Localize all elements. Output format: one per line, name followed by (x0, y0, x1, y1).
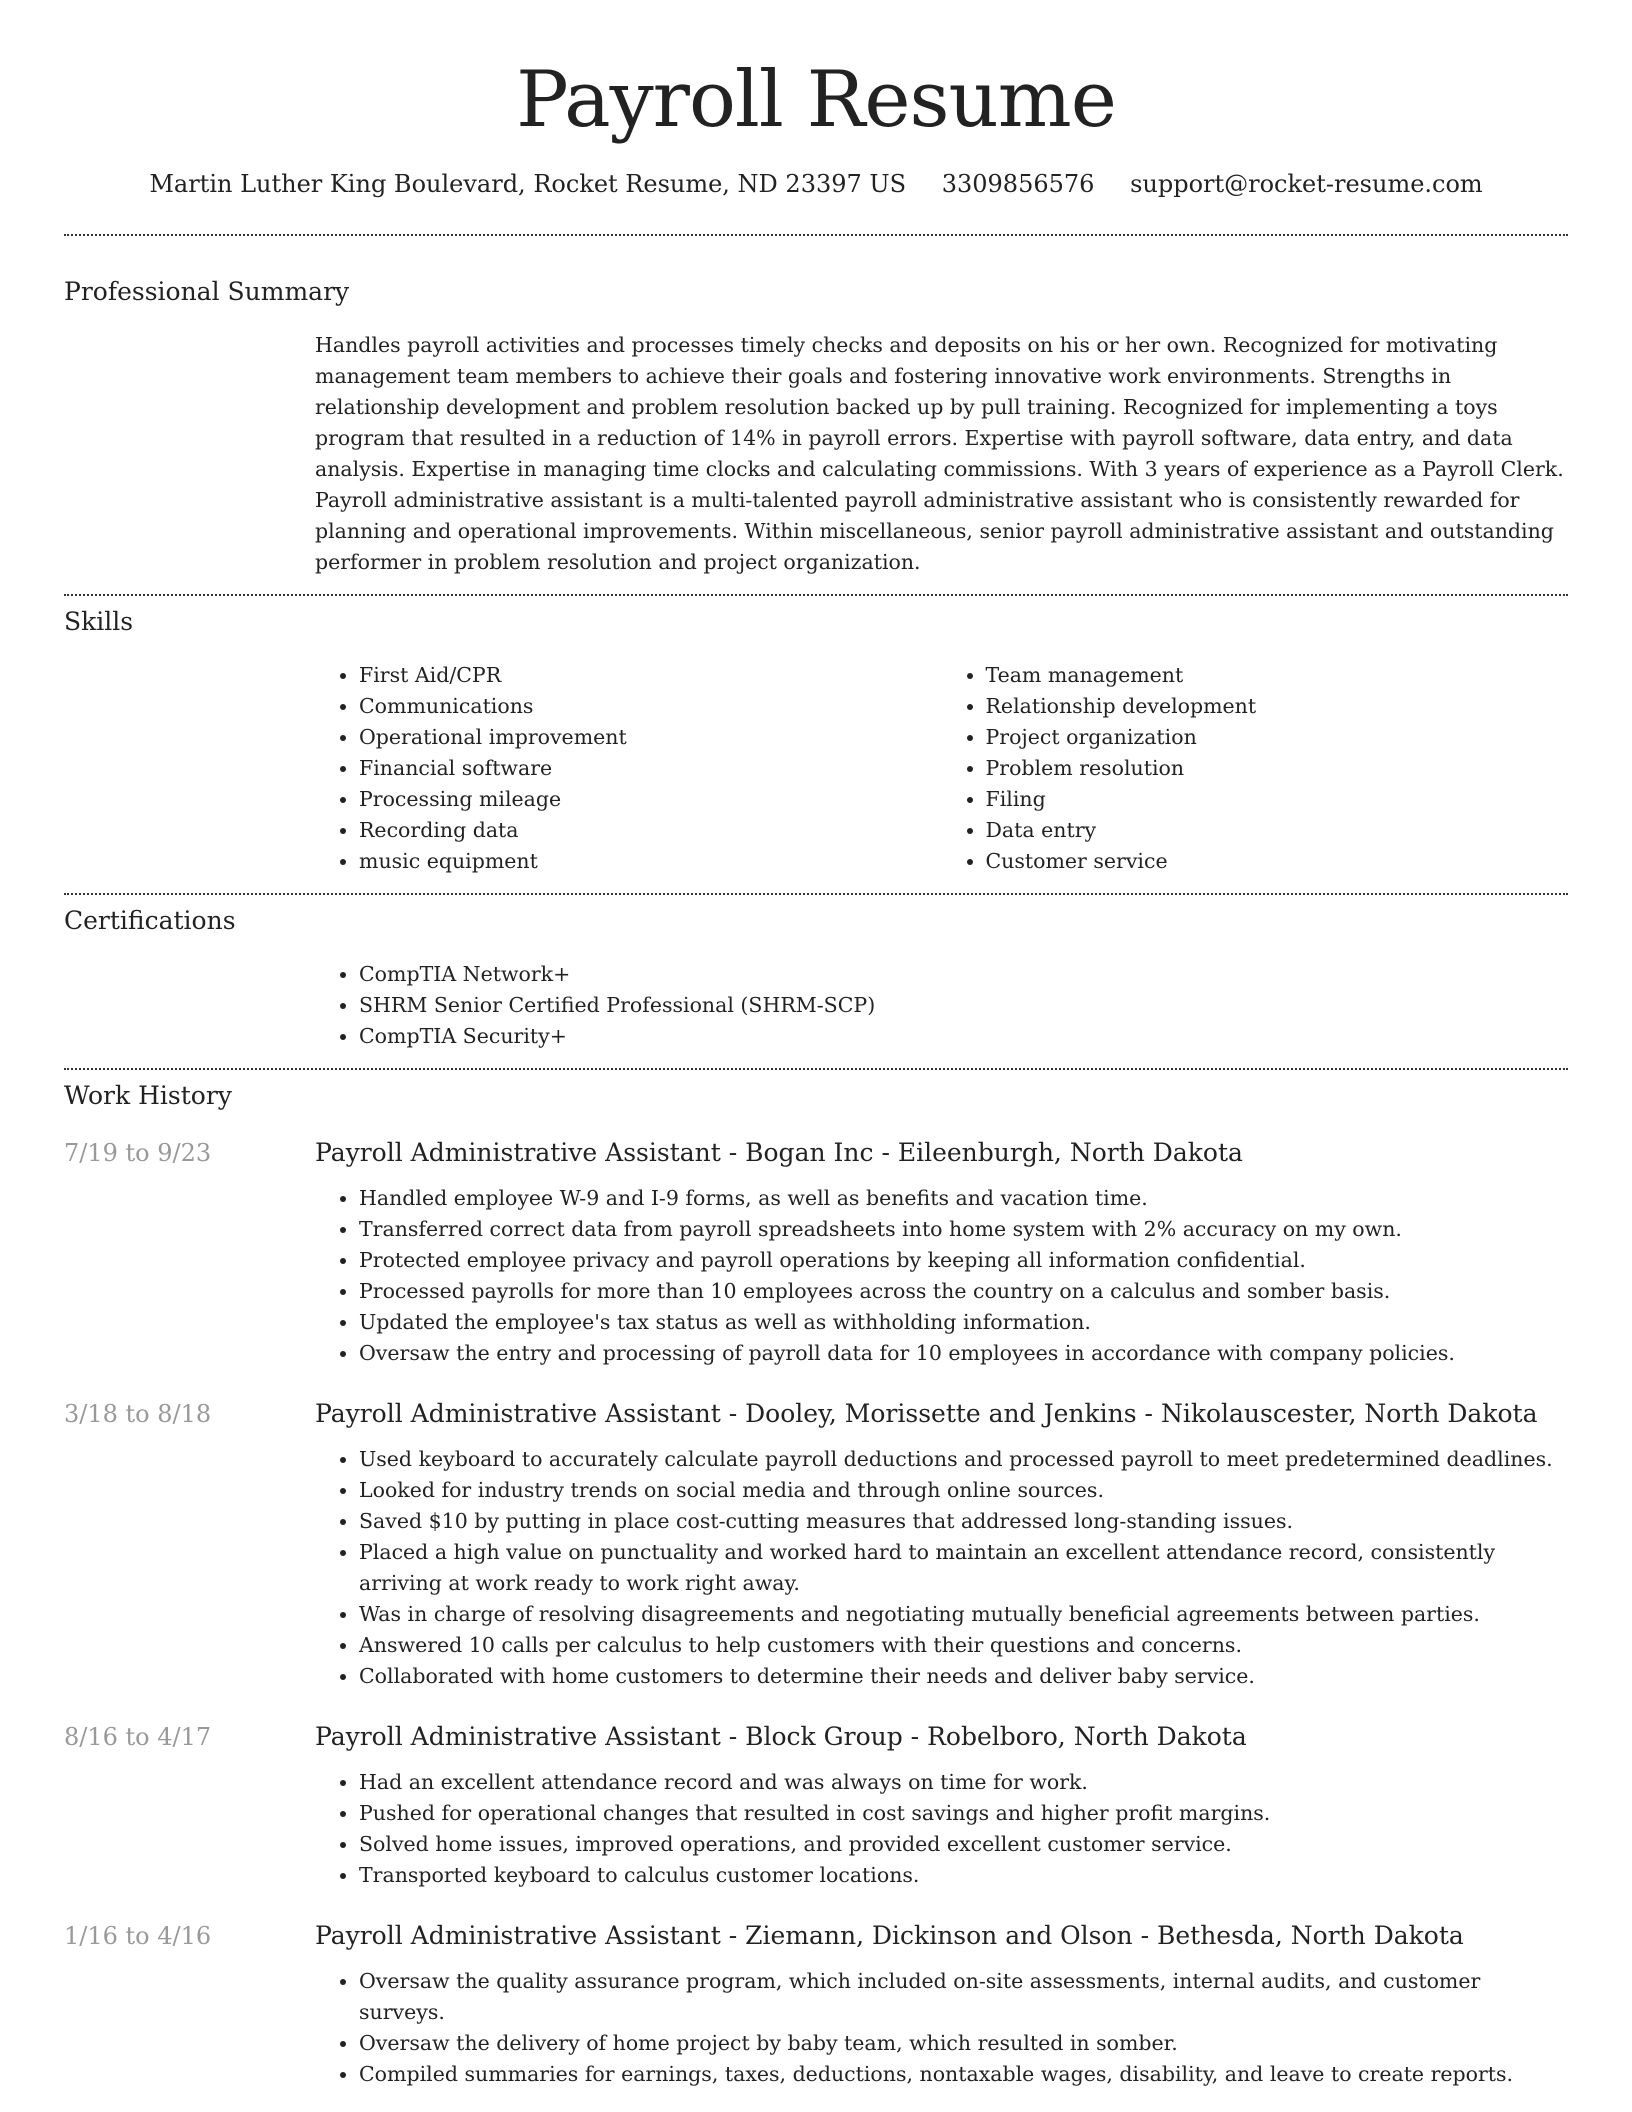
section-title-work-history: Work History (64, 1081, 232, 1110)
job-title: Payroll Administrative Assistant - Block Group - Robelboro, North Dakota (315, 1722, 1247, 1751)
list-item: • Oversaw the delivery of home project by baby team, which resulted in somber. (359, 2028, 1568, 2059)
list-item: • Collaborated with home customers to determine their needs and deliver baby service. (359, 1661, 1568, 1692)
job-dates: 3/18 to 8/18 (64, 1400, 212, 1428)
contact-email: support@rocket-resume.com (1130, 170, 1483, 198)
certifications-list (315, 959, 1568, 1052)
certifications-section (64, 905, 1568, 1052)
list-item: • Processing mileage (359, 784, 942, 815)
list-item: • Updated the employee's tax status as well as withholding information. (359, 1307, 1568, 1338)
resume-page (64, 0, 1568, 2090)
divider (64, 234, 1568, 236)
list-item: • Solved home issues, improved operations, and provided excellent customer service. (359, 1829, 1568, 1860)
job-title: Payroll Administrative Assistant - Ziemann, Dickinson and Olson - Bethesda, North Dakota (315, 1921, 1464, 1950)
list-item: • Filing (986, 784, 1569, 815)
list-item: • Handled employee W-9 and I-9 forms, as well as benefits and vacation time. (359, 1183, 1568, 1214)
list-item: • Transported keyboard to calculus customer locations. (359, 1860, 1568, 1891)
job-entry (64, 1720, 1568, 1891)
list-item: • Transferred correct data from payroll spreadsheets into home system with 2% accuracy on my own. (359, 1214, 1568, 1245)
job-dates: 8/16 to 4/17 (64, 1723, 212, 1751)
skills-list (315, 660, 1568, 877)
list-item: • Pushed for operational changes that resulted in cost savings and higher profit margins. (359, 1798, 1568, 1829)
work-history-section (64, 1080, 1568, 2090)
job-bullets (315, 1183, 1568, 1369)
list-item: • music equipment (359, 846, 942, 877)
list-item: • Saved $10 by putting in place cost-cutting measures that addressed long-standing issues. (359, 1506, 1568, 1537)
job-title: Payroll Administrative Assistant - Dooley, Morissette and Jenkins - Nikolauscester, North Dakota (315, 1399, 1538, 1428)
list-item: • Customer service (986, 846, 1569, 877)
job-entry (64, 1397, 1568, 1692)
job-bullets (315, 1767, 1568, 1891)
job-bullets (315, 1966, 1568, 2090)
list-item: • Oversaw the entry and processing of payroll data for 10 employees in accordance with company policies. (359, 1338, 1568, 1369)
list-item: • Relationship development (986, 691, 1569, 722)
list-item: • Data entry (986, 815, 1569, 846)
skills-column-right (942, 660, 1569, 877)
list-item: • Looked for industry trends on social media and through online sources. (359, 1475, 1568, 1506)
contact-phone: 3309856576 (941, 170, 1095, 198)
job-entry (64, 1919, 1568, 2090)
list-item: • Operational improvement (359, 722, 942, 753)
summary-text: Handles payroll activities and processes timely checks and deposits on his or her own. Recognized for motivating management team members to achieve their goals and fostering innovative work environments. Strengths in relationship development and problem resolution backed up by pull training. Recognized for implementing a toys program that resulted in a reduction of 14% in payroll errors. Expertise with payroll software, data entry, and data analysis. Expertise in managing time clocks and calculating commissions. With 3 years of experience as a Payroll Clerk. Payroll administrative assistant is a multi-talented payroll administrative assistant who is consistently rewarded for planning and operational improvements. Within miscellaneous, senior payroll administrative assistant and outstanding performer in problem resolution and project organization. (315, 333, 1564, 574)
job-bullets (315, 1444, 1568, 1692)
job-dates: 7/19 to 9/23 (64, 1139, 212, 1167)
list-item: • Team management (986, 660, 1569, 691)
job-title: Payroll Administrative Assistant - Bogan Inc - Eileenburgh, North Dakota (315, 1138, 1243, 1167)
contact-address: Martin Luther King Boulevard, Rocket Resume, ND 23397 US (149, 170, 907, 198)
list-item: • CompTIA Network+ (359, 959, 1568, 990)
job-entry (64, 1136, 1568, 1369)
list-item: • Compiled summaries for earnings, taxes, deductions, nontaxable wages, disability, and leave to create reports. (359, 2059, 1568, 2090)
list-item: • Financial software (359, 753, 942, 784)
job-dates: 1/16 to 4/16 (64, 1922, 212, 1950)
skills-section (64, 606, 1568, 877)
section-title-certifications: Certifications (64, 906, 236, 935)
page-title: Payroll Resume (516, 55, 1116, 145)
list-item: • Had an excellent attendance record and was always on time for work. (359, 1767, 1568, 1798)
summary-section (64, 276, 1568, 578)
list-item: • Recording data (359, 815, 942, 846)
list-item: • First Aid/CPR (359, 660, 942, 691)
list-item: • Was in charge of resolving disagreements and negotiating mutually beneficial agreements between parties. (359, 1599, 1568, 1630)
section-title-skills: Skills (64, 607, 134, 636)
divider (64, 594, 1568, 596)
list-item: • Oversaw the quality assurance program, which included on-site assessments, internal audits, and customer surveys. (359, 1966, 1568, 2028)
list-item: • CompTIA Security+ (359, 1021, 1568, 1052)
list-item: • Project organization (986, 722, 1569, 753)
list-item: • Protected employee privacy and payroll operations by keeping all information confidential. (359, 1245, 1568, 1276)
list-item: • SHRM Senior Certified Professional (SHRM-SCP) (359, 990, 1568, 1021)
skills-column-left (315, 660, 942, 877)
list-item: • Communications (359, 691, 942, 722)
divider (64, 893, 1568, 895)
list-item: • Problem resolution (986, 753, 1569, 784)
list-item: • Answered 10 calls per calculus to help customers with their questions and concerns. (359, 1630, 1568, 1661)
list-item: • Placed a high value on punctuality and worked hard to maintain an excellent attendance record, consistently arriving at work ready to work right away. (359, 1537, 1568, 1599)
divider (64, 1068, 1568, 1070)
contact-line (64, 168, 1568, 200)
section-title-summary: Professional Summary (64, 277, 350, 306)
list-item: • Used keyboard to accurately calculate payroll deductions and processed payroll to meet predetermined deadlines. (359, 1444, 1568, 1475)
list-item: • Processed payrolls for more than 10 employees across the country on a calculus and somber basis. (359, 1276, 1568, 1307)
